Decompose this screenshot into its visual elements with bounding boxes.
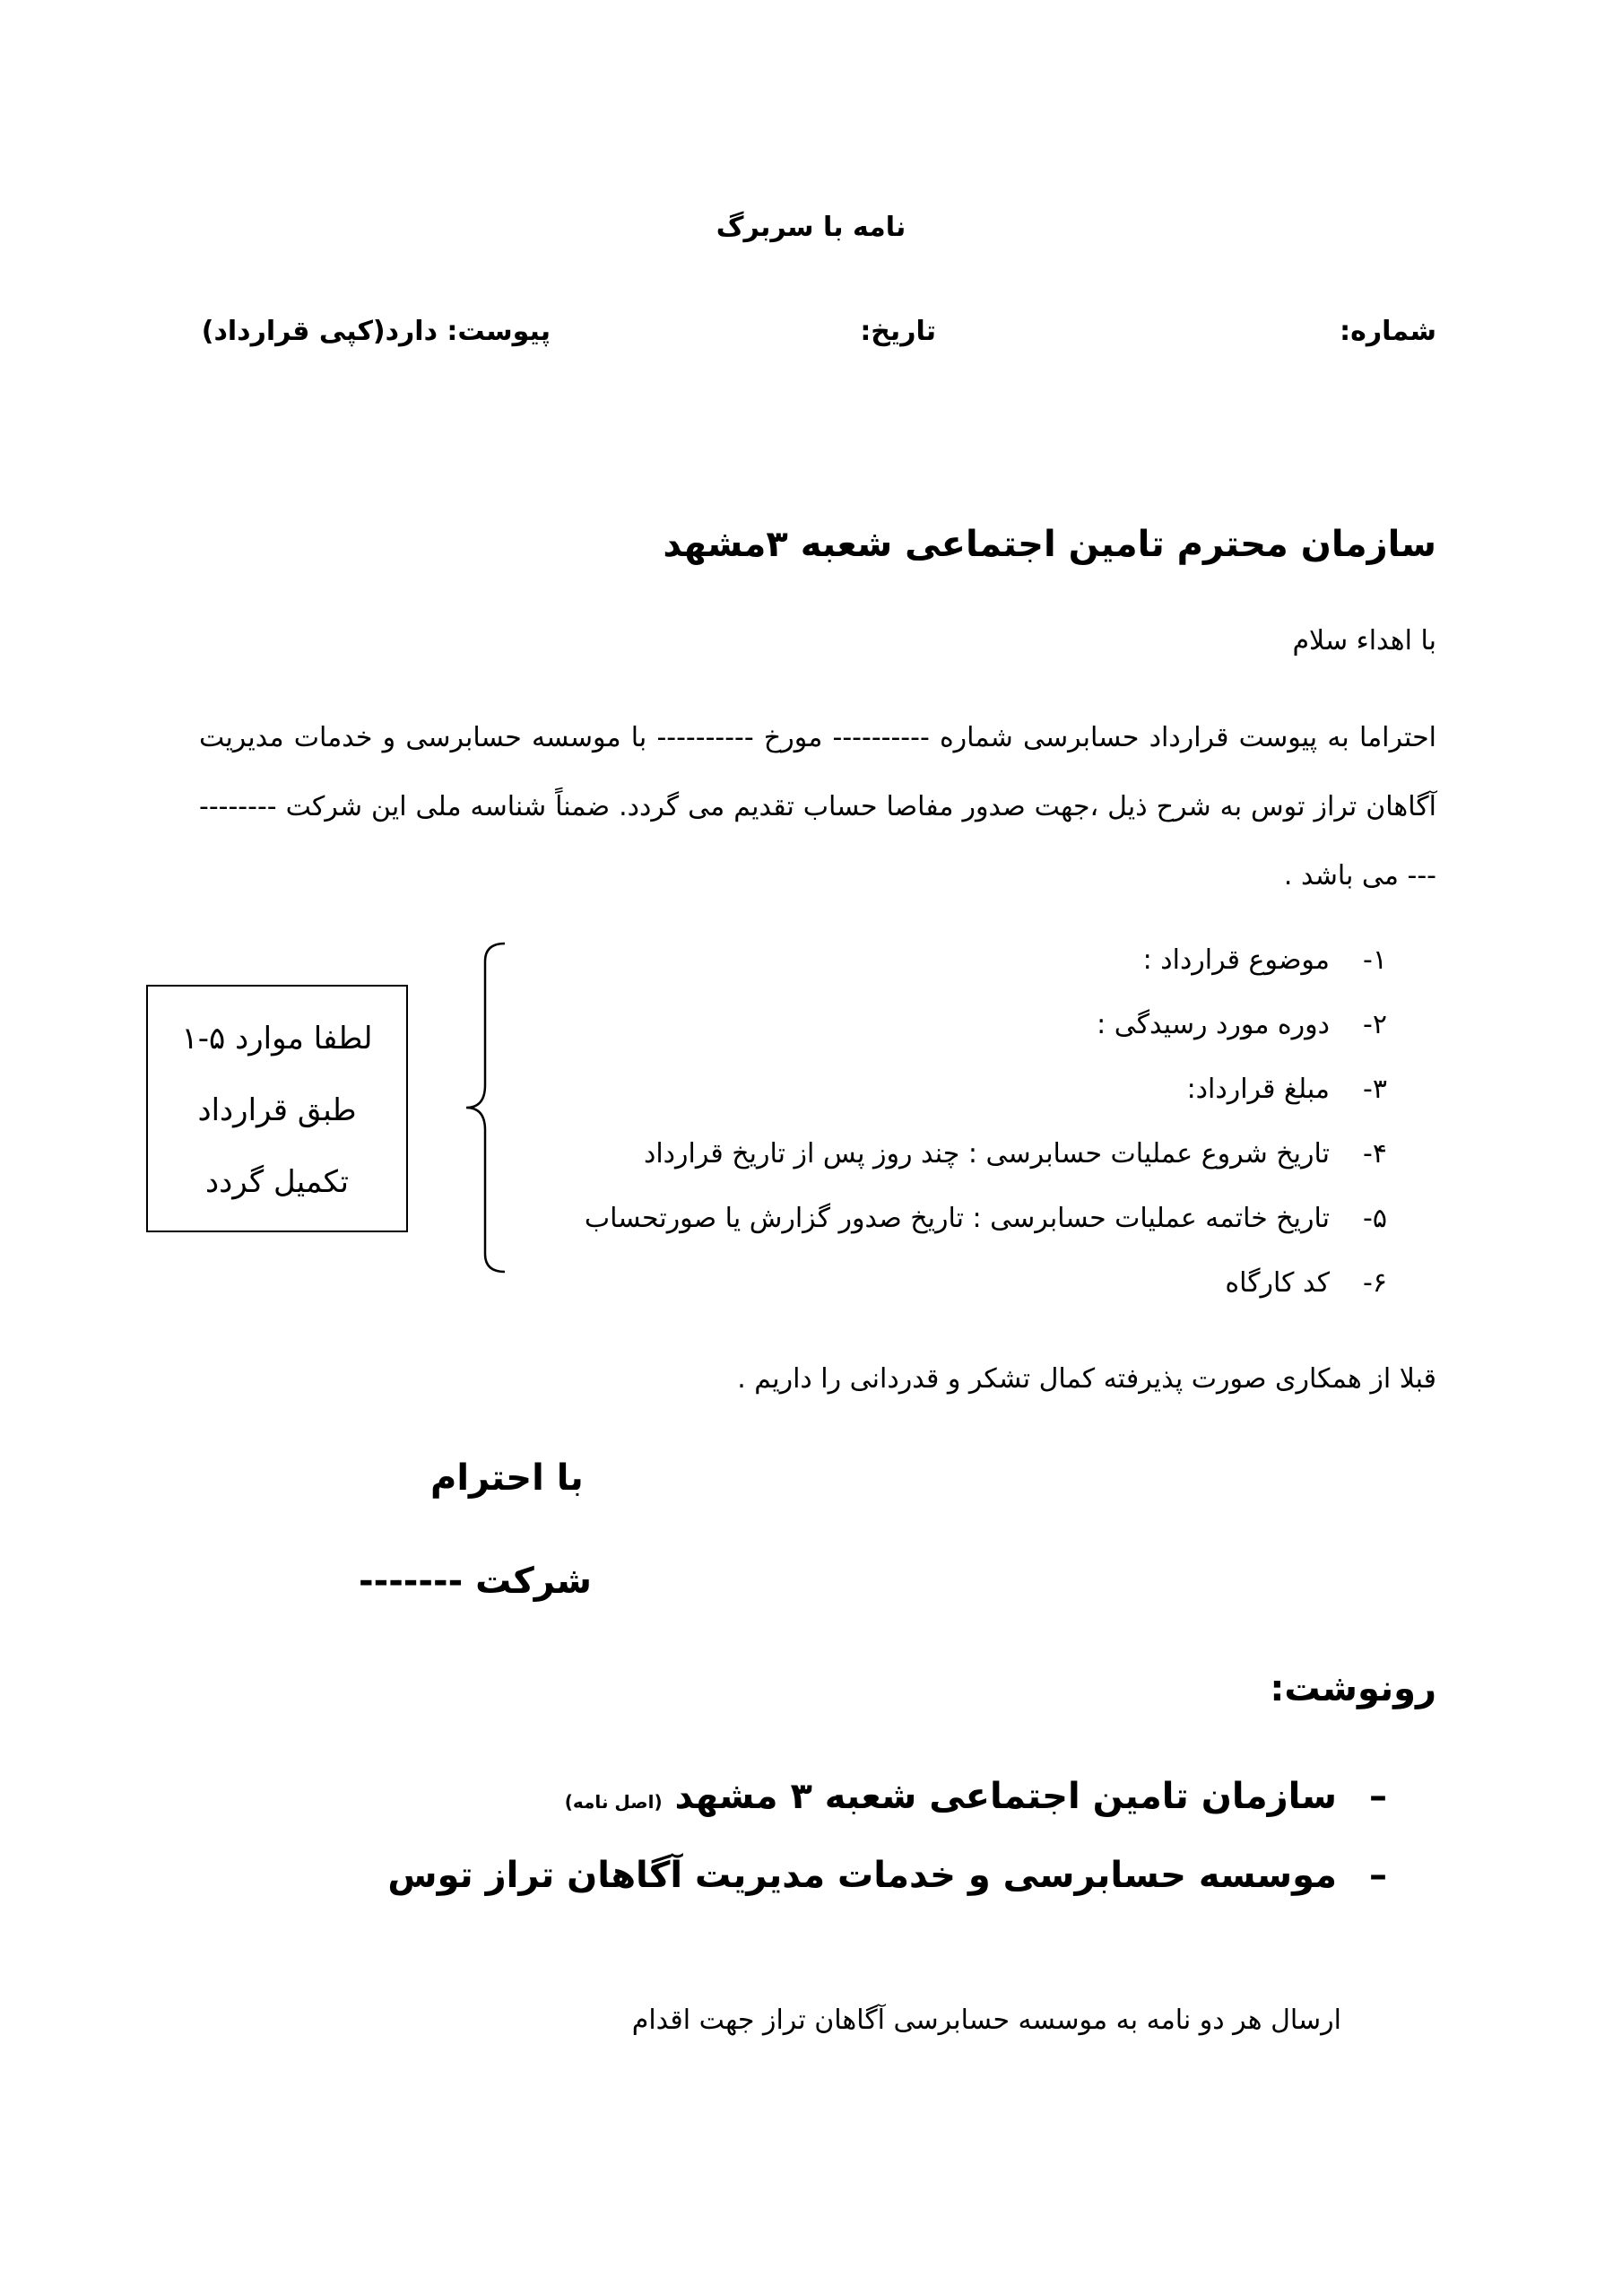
list-item (585, 1122, 1387, 1187)
item-text: تاریخ خاتمه عملیات حسابرسی : تاریخ صدور گزارش یا صورتحساب (584, 1203, 1330, 1234)
thanks-line: قبلا از همکاری صورت پذیرفته کمال تشکر و قدردانی را داریم . (737, 1363, 1436, 1395)
item-text: مبلغ قرارداد: (1186, 1074, 1330, 1105)
item-text: موضوع قرارداد : (1142, 944, 1330, 976)
greeting: با اهداء سلام (1292, 625, 1436, 657)
cc-item (387, 1855, 1387, 1896)
item-number: ۱- (1363, 944, 1387, 976)
item-text: کد کارگاه (1225, 1267, 1330, 1299)
dash-marker: – (1369, 1855, 1387, 1896)
footer-note: ارسال هر دو نامه به موسسه حسابرسی آگاهان تراز جهت اقدام (631, 2005, 1341, 2036)
letterhead-title: نامه با سربرگ (716, 212, 906, 243)
cc-suffix: (اصل نامه) (564, 1791, 663, 1813)
list-item (585, 993, 1387, 1057)
recipient-heading: سازمان محترم تامین اجتماعی شعبه ۳مشهد (663, 524, 1436, 565)
item-text: تاریخ شروع عملیات حسابرسی : چند روز پس از تاریخ قرارداد (643, 1138, 1330, 1170)
list-item (585, 1251, 1387, 1316)
company-signature: شرکت ------- (359, 1561, 592, 1602)
item-number: ۶- (1363, 1267, 1387, 1299)
attachment-label: پیوست: دارد(کپی قرارداد) (201, 316, 551, 347)
note-line: طبق قرارداد (197, 1092, 357, 1128)
item-text: دوره مورد رسیدگی : (1097, 1009, 1330, 1040)
regards: با احترام (430, 1457, 584, 1499)
date-label: تاریخ: (860, 316, 936, 347)
items-list (585, 928, 1387, 1316)
list-item (585, 1057, 1387, 1122)
copies-heading: رونوشت: (1270, 1668, 1436, 1709)
cc-text: سازمان تامین اجتماعی شعبه ۳ مشهد (674, 1776, 1337, 1817)
note-line: تکمیل گردد (205, 1164, 349, 1200)
item-number: ۳- (1363, 1074, 1387, 1105)
item-number: ۲- (1363, 1009, 1387, 1040)
cc-text: موسسه حسابرسی و خدمات مدیریت آگاهان تراز توس (387, 1855, 1337, 1896)
curly-brace (462, 942, 516, 1274)
body-paragraph: احتراما به پیوست قرارداد حسابرسی شماره ---------- مورخ ---------- با موسسه حسابرسی و خدمات مدیریت آگاهان تراز توس به شرح ذیل ،جهت صدور مفاصا حساب تقدیم می گردد. ضمناً شناسه ملی این شرکت ----------- می باشد . (199, 722, 1436, 891)
note-box (146, 985, 408, 1232)
dash-marker: – (1369, 1776, 1387, 1817)
list-item (585, 928, 1387, 993)
note-line: لطفا موارد ۵-۱ (181, 1021, 373, 1057)
item-number: ۴- (1363, 1138, 1387, 1170)
item-number: ۵- (1363, 1203, 1387, 1234)
list-item (585, 1187, 1387, 1251)
number-label: شماره: (1340, 316, 1436, 347)
cc-item (565, 1776, 1387, 1817)
